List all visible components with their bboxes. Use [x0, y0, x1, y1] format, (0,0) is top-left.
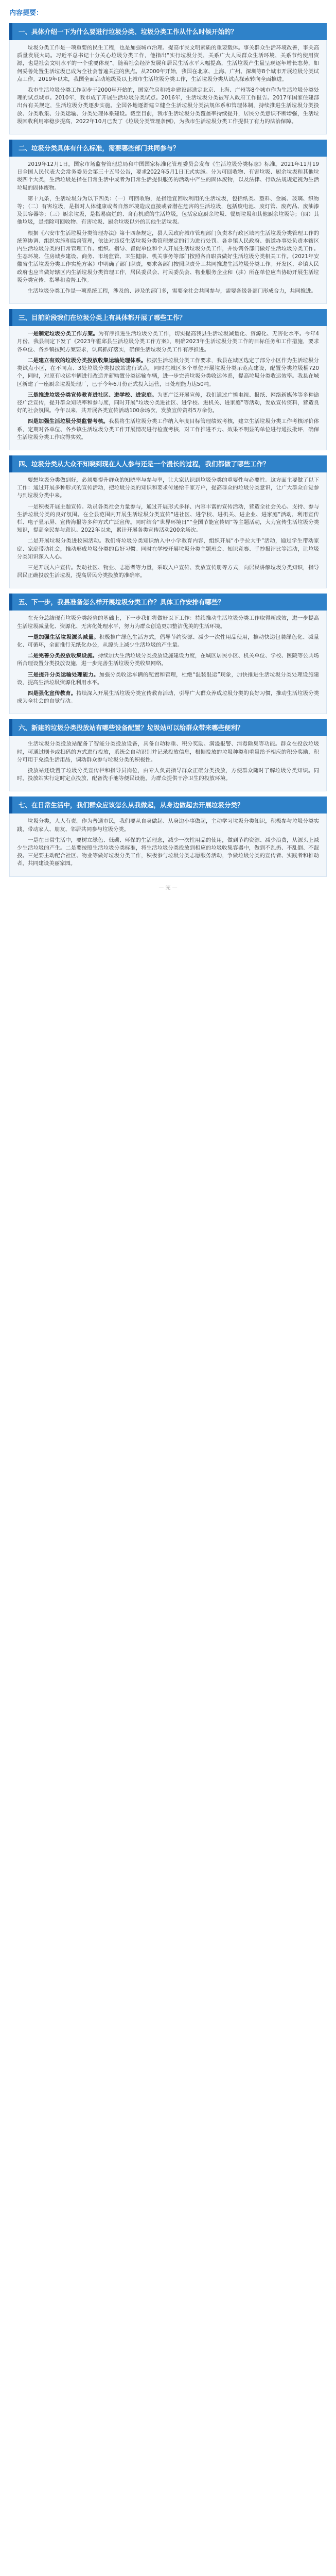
paragraph-text: 根据生活垃圾分类工作要求，我县在城区选定了部分小区作为生活垃圾分类试点小区，在不同点、3处垃圾分类投放站进行试点，同时在城区多个单位开展垃圾分类示范点建设，配置分类垃圾桶720个，同时，对原有收运车辆进行改造并新购置分类运输车辆，进一步完善垃圾分类收运体系，提高垃圾分类收运效率。我县在城区新建了一座厨余垃圾处理厂，已于今年6月份正式投入运营，日处理能力达50吨。 — [17, 357, 320, 387]
paragraph-text: 2019年12月1日，国家市场监督管理总局和中国国家标准化管理委员会发布《生活垃圾分类标志》标准。2021年11月19日全国人民代表大会常务委员会第三十五号公告，要求2022年5月1日正式实施。分为可回收物、有害垃圾、厨余垃圾和其他垃圾四个大类，生活垃圾是指在日常生活中或者为日常生活提供服务的活动中产生的固体废物，以及法律、行政法规规定视为生活垃圾的固体废物。 — [17, 161, 319, 191]
question-heading: 四、垃圾分类从大众不知晓到现在人人参与还是一个漫长的过程，我们都做了哪些工作？ — [9, 455, 327, 472]
paragraph-text: 持续深入开展生活垃圾分类宣传教育活动，引导广大群众养成垃圾分类的良好习惯，推动生活垃圾分类成为全社会的自觉行动。 — [17, 690, 320, 705]
question-heading: 六、新建的垃圾分类投放站有哪些设备配置？垃圾站可以给群众带来哪些便利？ — [9, 719, 327, 736]
paragraph-text: 三是开展入户宣传。发动社区、物业、志愿者等力量，采取入户宣传、发放宣传册等方式，向居民讲解垃圾分类知识，指导居民正确投放生活垃圾，提高居民分类投放的准确率。 — [17, 564, 319, 579]
qa-card — [9, 594, 327, 714]
paragraph-text: 为更广泛开展宣传，我们通过广播电视、报纸、网络新媒体等多种途径广泛宣传，提升群众知晓率和参与度，同时开展“垃圾分类进社区、进学校、进机关、进家庭”等活动，发放宣传资料，营造良好的社会氛围。今年以来，共开展各类宣传活动100余场次，发放宣传资料5万余份。 — [17, 392, 319, 414]
paragraph-text: 我县将生活垃圾分类工作纳入年度目标管理绩效考核，建立生活垃圾分类工作考核评价体系，定期对各单位、各乡镇生活垃圾分类工作开展情况进行检查考核，对工作推进不力、效果不明显的单位进行通报批评，确保生活垃圾分类工作取得实效。 — [17, 418, 320, 440]
answer-paragraph — [17, 477, 319, 500]
qa-card — [9, 719, 327, 791]
paragraph-lead: 二是完善分类投放收集设施。 — [27, 653, 98, 659]
paragraph-text: 根据《六安市生活垃圾分类管理办法》第十四条规定，县人民政府城市管理部门负责本行政区域内生活垃圾分类管理工作的统筹协调、组织实施和监督管理，依法对违反生活垃圾分类管理规定的行为进行处罚。各乡镇人民政府、街道办事处负责本辖区内生活垃圾分类的日常管理工作。组织、指导、督促单位和个人开展生活垃圾分类工作，并协调各部门做好生活垃圾分类工作。生态环境、住房城乡建设、商务、市场监管、卫生健康、机关事务等部门按照各自职责做好生活垃圾分类相关工作。《2021年安徽省生活垃圾分类工作实施方案》中明确了部门职责，要求各部门按照职责分工共同推进生活垃圾分类工作。开发区、乡镇人民政府也应当做好辖区内生活垃圾分类管理工作，居民委员会、村民委员会、物业服务企业和（驻）所在单位应当协助开展生活垃圾分类宣传、指导和监督工作。 — [17, 230, 319, 283]
answer-paragraph — [17, 230, 319, 284]
paragraph-lead: 三是推进垃圾分类宣传教育进社区、进学校、进家庭。 — [27, 392, 157, 398]
question-heading: 七、在日常生活中，我们群众应该怎么从我做起，从身边做起去开展垃圾分类？ — [9, 796, 327, 814]
paragraph-text: 持续加大生活垃圾分类投放设施建设力度，在城区居民小区、机关单位、学校、医院等公共场所合理设置分类投放设施，进一步完善生活垃圾分类收集网络。 — [17, 653, 320, 667]
question-heading: 三、目前阶段我们在垃圾分类上有具体都开展了哪些工作？ — [9, 309, 327, 326]
answer-body — [9, 472, 327, 588]
paragraph-text: 投放站还设置了垃圾分类宣传栏和指导员岗位，由专人负责指导群众正确分类投放，方便群众随时了解垃圾分类知识。同时，投放站实行定时定点投放，配备洗手池等便民设施，为群众提供干净卫生的投放环境。 — [17, 768, 319, 782]
answer-body — [9, 40, 327, 134]
answer-paragraph — [17, 690, 319, 705]
paragraph-text: 要想垃圾分类做到好，必须要提升群众的知晓率与参与率，让大家认识到垃圾分类的重要性与必要性。这方面主要做了以下工作：通过开展多种形式的宣传活动，把垃圾分类的知识和要求传递给千家万户，提高群众的垃圾分类意识，让广大群众自觉参与到垃圾分类中来。 — [17, 477, 319, 499]
qa-sections — [0, 23, 336, 877]
answer-paragraph — [17, 330, 319, 354]
paragraph-text: 垃圾分类，人人有责。作为普通市民，我们要从自身做起、从身边小事做起，主动学习垃圾分类知识，积极参与垃圾分类实践，带动家人、朋友、邻居共同参与垃圾分类。 — [17, 818, 319, 833]
paragraph-lead: 一是加强生活垃圾源头减量。 — [27, 634, 99, 640]
paragraph-text: 垃圾分类工作是一项重要的民生工程，也是加强城市治理、提高市民文明素质的重要载体。事关群众生活环境改善，事关高质量发展大局。习近平总书记十分关心垃圾分类工作，他指出“实行垃圾分类，关系广大人民群众生活环境，关系节约使用资源，也是社会文明水平的一个重要体现”。随着社会经济发展和居民生活水平大幅提高，生活垃圾产生量呈现逐年增长态势，如何妥善处置生活垃圾已成为全社会普遍关注的焦点。从2000年开始，我国在北京、上海、广州、深圳等8个城市开展垃圾分类试点工作。2019年以来，我国全面启动地级及以上城市生活垃圾分类工作，生活垃圾分类从试点探索转向全面推进。 — [17, 45, 319, 82]
question-heading: 二、垃圾分类具体有什么标准，需要哪些部门共同参与？ — [9, 140, 327, 157]
paragraph-lead: 二是建立有效的垃圾分类投放收集运输处理体系。 — [27, 357, 147, 364]
answer-paragraph — [17, 615, 319, 630]
answer-body — [9, 326, 327, 450]
answer-paragraph — [17, 564, 319, 580]
paragraph-text: 积极推广绿色生活方式，倡导节约资源、减少一次性用品使用，推动快递包装绿色化、减量化、可循环，全面推行无纸化办公，从源头上减少生活垃圾的产生量。 — [17, 634, 319, 648]
answer-paragraph — [17, 818, 319, 833]
paragraph-text: 生活垃圾分类工作是一项系统工程，涉及的、涉及的部门多，需要全社会共同参与，需要各级各部门形成合力，共同推进。 — [27, 288, 316, 295]
paragraph-text: 生活垃圾分类投放站配备了智能分类投放设备，具备自动称重、积分奖励、满溢报警、消毒除臭等功能。群众在投放垃圾时，可通过刷卡或扫码的方式进行投放，系统会自动识别并记录投放信息，根据投放的垃圾种类和重量给予相应的积分奖励，积分可用于兑换生活用品，调动群众参与垃圾分类的积极性。 — [17, 741, 319, 763]
paragraph-text: 一是积极开展主题宣传。动员各类社会力量参与，通过开展形式多样、内容丰富的宣传活动，营造全社会关心、支持、参与生活垃圾分类的良好氛围。在全县范围内开展生活垃圾分类宣传“进社区、进学校、进机关、进企业、进家庭”活动，利用宣传栏、电子显示屏、宣传海报等多种方式广泛宣传。同时结合“世界环境日”“全国节能宣传周”等主题活动，大力宣传生活垃圾分类知识，提高全民参与意识。2022年以来，累计开展各类宣传活动200余场次。 — [17, 503, 319, 534]
qa-card — [9, 23, 327, 134]
paragraph-text: 我市生活垃圾分类工作起步于2000年开始的，国家住房和城乡建设部选定北京、上海、广州等8个城市作为生活垃圾分类处理的试点城市。2010年，我市成了开展生活垃圾分类试点。2016年，生活垃圾分类被写入政府工作报告。2017年国家住建部出台有关规定，生活垃圾分类逐步实施。全国各地逐渐建立健全生活垃圾分类法规体系和管理体制，持续推进生活垃圾分类投放、分类收集、分类运输、分类处理体系建设。截至目前，我市生活垃圾分类覆盖率持续提升，居民分类意识不断增强，生活垃圾回收利用率稳步提高，2022年10月已发了《垃圾分类管理条例》，为我市生活垃圾分类工作提供了有力的法治保障。 — [17, 87, 319, 125]
answer-paragraph — [17, 503, 319, 535]
question-heading: 五、下一步，我县准备怎么样开展垃圾分类工作？具体工作安排有哪些？ — [9, 594, 327, 611]
paragraph-lead: 四是强化宣传教育。 — [27, 690, 77, 697]
paragraph-text: 加强分类收运车辆的配置和管理，杜绝“混装混运”现象，加快推进生活垃圾分类处理设施建设，提高生活垃圾资源化利用水平。 — [17, 671, 320, 686]
answer-paragraph — [17, 652, 319, 668]
answer-paragraph — [17, 671, 319, 687]
paragraph-lead: 一是制定垃圾分类工作方案。 — [27, 331, 99, 337]
answer-paragraph — [17, 161, 319, 192]
paragraph-text: 一是在日常生活中，要树立绿色、低碳、环保的生活理念，减少一次性用品的使用，做到节约资源、减少浪费，从源头上减少生活垃圾的产生。二是要按照生活垃圾分类标准，将生活垃圾分类投放到相应的垃圾收集容器中，做到不乱扔、不乱倒、不混投。三是要主动配合社区、物业等做好垃圾分类工作，积极参与垃圾分类志愿服务活动，争做垃圾分类的宣传者、实践者和推动者，共同建设美丽家园。 — [17, 837, 319, 867]
answer-paragraph — [17, 767, 319, 783]
answer-body — [9, 157, 327, 304]
answer-paragraph — [17, 634, 319, 649]
answer-paragraph — [17, 837, 319, 868]
paragraph-lead: 四是加强生活垃圾分类监督考核。 — [27, 418, 109, 425]
answer-paragraph — [17, 740, 319, 764]
answer-paragraph — [17, 195, 319, 227]
question-heading: 一、具体介绍一下为什么要进行垃圾分类、垃圾分类工作从什么时候开始的？ — [9, 23, 327, 40]
qa-card — [9, 309, 327, 450]
paragraph-text: 二是开展垃圾分类进校园活动。我们将垃圾分类知识纳入中小学教育内容，组织开展“小手拉大手”活动，通过学生带动家庭、家庭带动社会，推动形成垃圾分类的良好习惯。同时在学校开展垃圾分类主题班会、知识竞赛、手抄报评比等活动，让垃圾分类知识深入人心。 — [17, 538, 319, 560]
answer-paragraph — [17, 87, 319, 126]
answer-paragraph — [17, 392, 319, 415]
answer-body — [9, 611, 327, 714]
answer-paragraph — [17, 537, 319, 561]
answer-paragraph — [17, 357, 319, 388]
answer-paragraph — [17, 44, 319, 83]
paragraph-text: 为有序推进生活垃圾分类工作，切实提高我县生活垃圾减量化、资源化、无害化水平。今年4月份，我县制定下发了《2023年霍邱县生活垃圾分类工作方案》，明确2023年生活垃圾分类工作的目标任务和工作措施，要求各单位、各乡镇按照方案要求，认真抓好落实，确保生活垃圾分类工作有序推进。 — [17, 331, 320, 353]
paragraph-text: 在充分总结现有垃圾分类经验的基础上，下一步我们将做好以下工作：持续推动生活垃圾分类工作取得新成效，进一步提高生活垃圾减量化、资源化、无害化处理水平，努力为群众创造更加整洁优美的生活环境。 — [17, 615, 319, 630]
answer-body — [9, 814, 327, 876]
article-end-mark: — 完 — — [158, 885, 178, 891]
qa-card — [9, 140, 327, 304]
paragraph-lead: 三是提升分类运输处理能力。 — [27, 671, 99, 678]
answer-body — [9, 736, 327, 791]
qa-card — [9, 796, 327, 876]
qa-card — [9, 455, 327, 588]
paragraph-text: 第十九条，生活垃圾分为以下四类：（一）可回收物，是指适宜回收利用的生活垃圾，包括纸类、塑料、金属、玻璃、织物等；（二）有害垃圾，是指对人体健康或者自然环境造成直接或者潜在危害的生活垃圾，包括废电池、废灯管、废药品、废油漆及其容器等；（三）厨余垃圾，是指易腐烂的、含有机质的生活垃圾，包括家庭厨余垃圾、餐厨垃圾和其他厨余垃圾等；（四）其他垃圾，是指除可回收物、有害垃圾、厨余垃圾以外的其他生活垃圾。 — [17, 195, 319, 226]
answer-paragraph — [17, 418, 319, 442]
summary-title: 内容提要： — [9, 9, 43, 17]
answer-paragraph — [17, 287, 319, 295]
